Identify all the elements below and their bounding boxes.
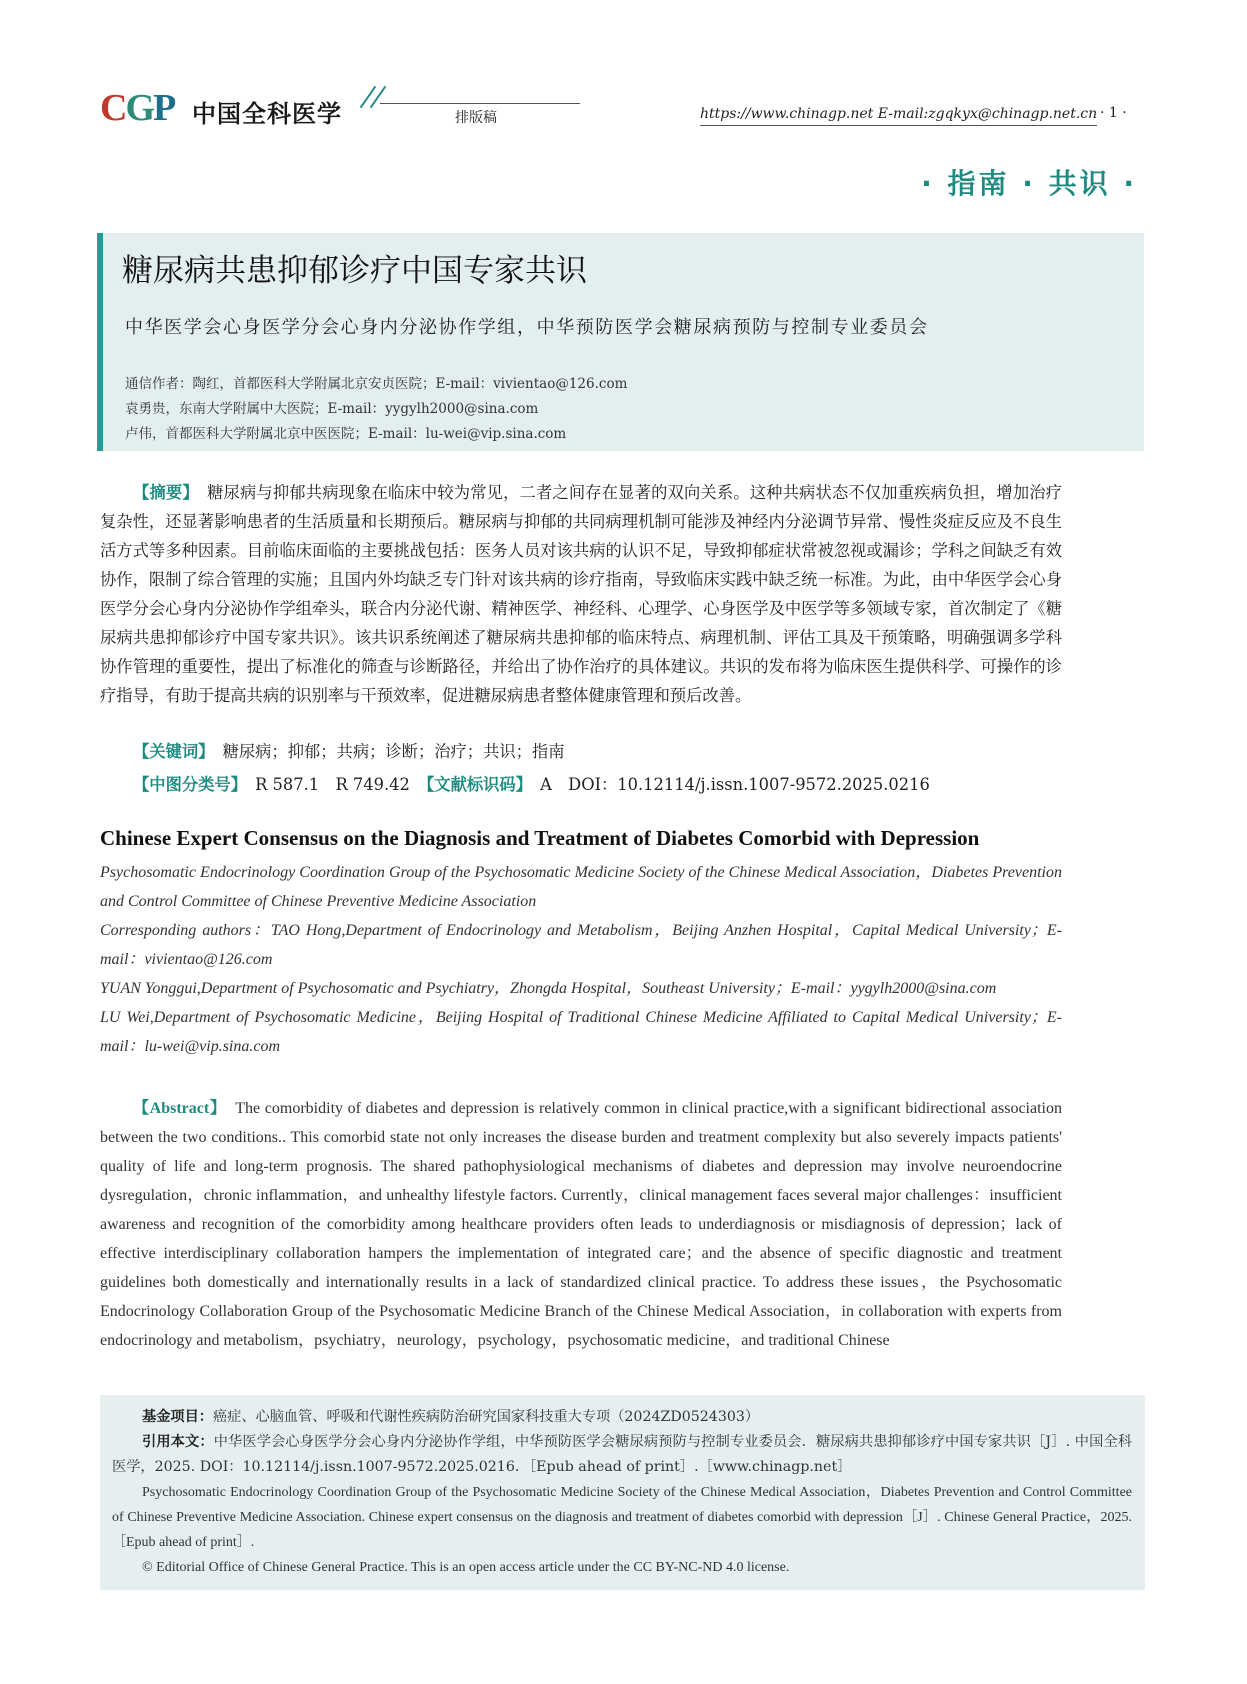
keywords-label: 【关键词】 [133,742,207,761]
footer-notes [112,1405,1132,1580]
article-title-en: Chinese Expert Consensus on the Diagnosis and Treatment of Diabetes Comorbid with Depression [100,826,980,850]
authors-cn: 中华医学会心身医学分会心身内分泌协作学组，中华预防医学会糖尿病预防与控制专业委员会 [125,317,929,338]
abstract-cn-text: 糖尿病与抑郁共病现象在临床中较为常见，二者之间存在显著的双向关系。这种共病状态不仅加重疾病负担，增加治疗复杂性，还显著影响患者的生活质量和长期预后。糖尿病与抑郁的共同病理机制可能涉及神经内分泌调节异常、慢性炎症反应及不良生活方式等多种因素。目前临床面临的主要挑战包括：医务人员对该共病的认识不足，导致抑郁症状常被忽视或漏诊；学科之间缺乏有效协作，限制了综合管理的实施；且国内外均缺乏专门针对该共病的诊疗指南，导致临床实践中缺乏统一标准。为此，由中华医学会心身医学分会心身内分泌协作学组牵头，联合内分泌代谢、精神医学、神经科、心理学、心身医学及中医学等多领域专家，首次制定了《糖尿病共患抑郁诊疗中国专家共识》。该共识系统阐述了糖尿病共患抑郁的临床特点、病理机制、评估工具及干预策略，明确强调多学科协作管理的重要性，提出了标准化的筛查与诊断路径，并给出了协作治疗的具体建议。共识的发布将为临床医生提供科学、可操作的诊疗指导，有助于提高共病的识别率与干预效率，促进糖尿病患者整体健康管理和预后改善。 [100,483,1062,705]
doc-code-label: 【文献标识码】 [426,775,524,794]
article-title-cn: 糖尿病共患抑郁诊疗中国专家共识 [122,253,587,289]
fund-label: 基金项目： [142,1409,213,1425]
abstract-en-text: The comorbidity of diabetes and depression is relatively common in clinical practice,with a significant bidirectional association between the two conditions.. This comorbid state not only increases the disease burden and treatment complexity but also severely impacts patients' quality of life and long-term prognosis. The shared pathophysiological mechanisms of diabetes and depression may involve neuroendocrine dysregulation，chronic inflammation，and unhealthy lifestyle factors. Currently，clinical management faces several major challenges：insufficient awareness and recognition of the comorbidity among healthcare providers often leads to underdiagnosis or misdiagnosis of depression；lack of effective interdisciplinary collaboration hampers the implementation of integrated care；and the absence of specific diagnostic and treatment guidelines both domestically and internationally results in a lack of standardized clinical practice. To address these issues，the Psychosomatic Endocrinology Collaboration Group of the Psychosomatic Medicine Branch of the Chinese Medical Association，in collaboration with experts from endocrinology and metabolism，psychiatry，neurology，psychology，psychosomatic medicine，and traditional Chinese [100,1100,1062,1349]
keywords-text: 糖尿病；抑郁；共病；诊断；治疗；共识；指南 [222,742,565,761]
cite-label: 引用本文： [142,1434,214,1450]
abstract-en [100,1094,1062,1355]
journal-url[interactable]: https://www.chinagp.net E-mail:zgqkyx@chinagp.net.cn [700,106,1097,126]
abstract-en-label: 【Abstract】 [133,1100,219,1117]
journal-name: 中国全科医学 [192,100,342,128]
doc-code-value: A DOI：10.12114/j.issn.1007-9572.2025.0216 [540,775,930,794]
page-number: · 1 · [1100,105,1127,121]
cite-en: Psychosomatic Endocrinology Coordination Group of the Psychosomatic Medicine Society of the Chinese Medical Association，Diabetes Prevention and Control Committee of Chinese Preventive Medicine Association. Chinese expert consensus on the diagnosis and treatment of diabetes comorbid with depression［J］. Chinese General Practice，2025.［Epub ahead of print］. [112,1485,1132,1550]
classification-line [133,771,930,795]
clc-value: R 587.1 R 749.42 [255,775,410,794]
corresponding-author-en: LU Wei,Department of Psychosomatic Medicine，Beijing Hospital of Traditional Chinese Medicine Affiliated to Capital Medical University；E-mail：lu-wei@vip.sina.com [100,1009,1062,1055]
corresponding-author-en: Corresponding authors：TAO Hong,Department of Endocrinology and Metabolism，Beijing Anzhen Hospital，Capital Medical University；E-mail：vivientao@126.com [100,922,1062,968]
correspondence-line: 通信作者：陶红，首都医科大学附属北京安贞医院；E-mail：vivientao@126.com [125,376,628,392]
abstract-cn-label: 【摘要】 [133,483,191,502]
header-rule [380,103,580,104]
correspondence-line: 袁勇贵，东南大学附属中大医院；E-mail：yygylh2000@sina.com [125,401,539,417]
keywords-cn [133,738,564,762]
fund-text: 癌症、心脑血管、呼吸和代谢性疾病防治研究国家科技重大专项（2024ZD0524303） [212,1409,760,1425]
english-affiliations [100,858,1062,1061]
fund-line [112,1405,1132,1430]
correspondence-line: 卢伟，首都医科大学附属北京中医医院；E-mail：lu-wei@vip.sina.com [125,426,567,442]
corresponding-author-en: YUAN Yonggui,Department of Psychosomatic and Psychiatry，Zhongda Hospital，Southeast University；E-mail：yygylh2000@sina.com [100,980,997,997]
copyright: © Editorial Office of Chinese General Practice. This is an open access article under the CC BY-NC-ND 4.0 license. [142,1560,790,1575]
title-accent-bar [97,233,103,451]
logo-abbr: CGP [100,87,175,129]
section-tag: · 指南 · 共识 · [921,167,1137,200]
cite-cn-text: 中华医学会心身医学分会心身内分泌协作学组，中华预防医学会糖尿病预防与控制专业委员会．糖尿病共患抑郁诊疗中国专家共识［J］. 中国全科医学，2025. DOI：10.12114/j.issn.1007-9572.2025.0216．［Epub ahead of print］.［www.chinagp.net］ [112,1434,1132,1475]
abstract-cn [100,478,1062,710]
draft-label: 排版稿 [455,110,497,126]
author-groups-en: Psychosomatic Endocrinology Coordination Group of the Psychosomatic Medicine Society of the Chinese Medical Association，Diabetes Prevention and Control Committee of Chinese Preventive Medicine Association [100,864,1062,910]
clc-label: 【中图分类号】 [133,775,239,794]
journal-logo [100,88,390,128]
cite-cn [112,1430,1132,1480]
